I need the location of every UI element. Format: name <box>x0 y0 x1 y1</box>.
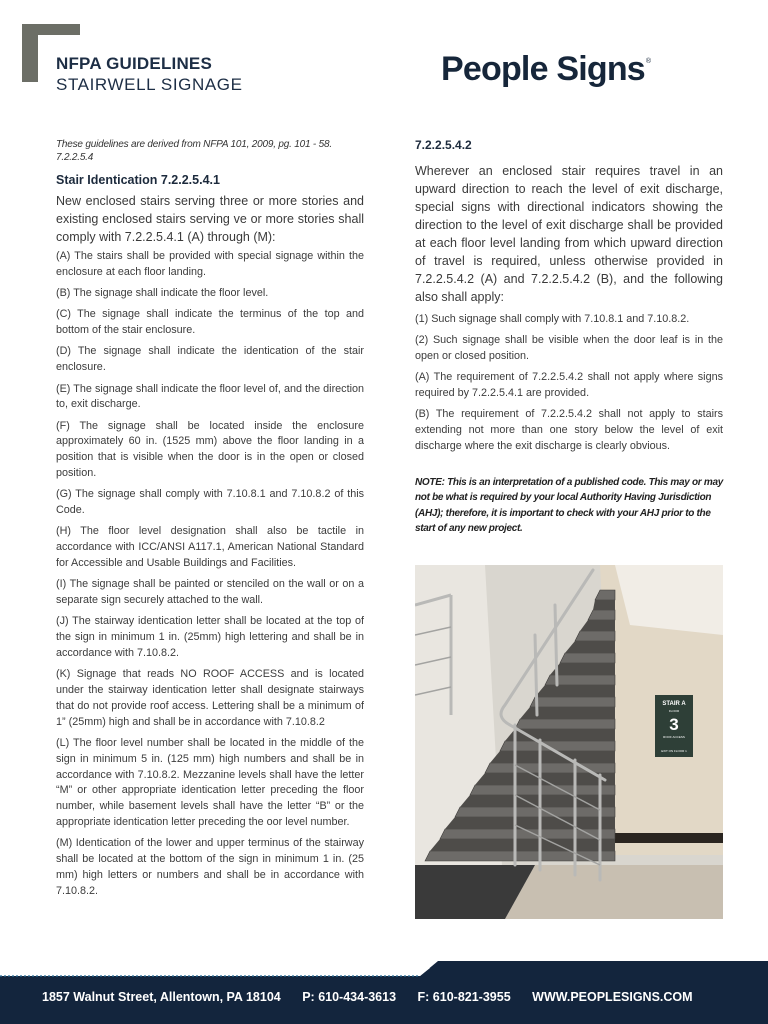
left-column <box>56 138 364 905</box>
section-heading-stair-identification: Stair Identication 7.2.2.5.4.1 <box>56 173 220 187</box>
footer-contact <box>42 990 693 1004</box>
section-intro: New enclosed stairs serving three or more stories and existing enclosed stairs serving ve or more stories shall comply with 7.2.2.5.4.1 (A) through (M): <box>56 194 364 244</box>
footer-fax: F: 610-821-3955 <box>417 990 511 1004</box>
requirement-h: (H) The floor level designation shall also be tactile in accordance with ICC/ANSI A117.1, American National Standard for Accessible and Usable Buildings and Facilities. <box>56 525 364 570</box>
requirement-f: (F) The signage shall be located inside the enclosure approximately 60 in. (1525 mm) above the floor landing in a position that is visible when the door is in the open or closed position. <box>56 419 364 480</box>
requirement-l: (L) The floor level number shall be located in the middle of the sign in minimum 5 in. (125 mm) high numbers and shall be in accordance with 7.10.8.2. Mezzanine levels shall have the letter “M” or other appropriate identication letter preceding the floor number, while basement levels shall have the letter “B” or the appropriate identication letter preceding the oor level number. <box>56 737 364 828</box>
stairwell-photo <box>415 565 723 919</box>
requirement-b: (B) The signage shall indicate the floor level. <box>56 287 269 300</box>
requirement-e: (E) The signage shall indicate the floor level of, and the direction to, exit discharge. <box>56 382 364 411</box>
source-note: These guidelines are derived from NFPA 101, 2009, pg. 101 - 58. 7.2.2.5.4 <box>56 139 332 163</box>
brand-logo <box>441 50 649 89</box>
requirement-k: (K) Signage that reads NO ROOF ACCESS and is located under the stairway identication letter shall designate stairways that do not provide roof access. Lettering shall be a minimum of 1” (25mm) high and shall be in accordance with 7.10.8.2 <box>56 668 364 728</box>
requirement-d: (D) The signage shall indicate the identication of the stair enclosure. <box>56 345 364 374</box>
footer-website-link[interactable]: WWW.PEOPLESIGNS.COM <box>532 990 693 1004</box>
brand-name: People Signs <box>441 50 645 88</box>
requirement-j: (J) The stairway identication letter shall be located at the top of the sign in minimum 1 in. (25mm) high lettering and shall be in accordance with 7.10.8.2. <box>56 615 364 660</box>
requirement-a: (A) The stairs shall be provided with special signage within the enclosure at each floor landing. <box>56 250 364 278</box>
sign-roof-text: ROOF ACCESS <box>663 735 685 739</box>
requirement-g: (G) The signage shall comply with 7.10.8.1 and 7.10.8.2 of this Code. <box>56 488 364 517</box>
registered-mark: ® <box>645 58 651 65</box>
requirement-i: (I) The signage shall be painted or stenciled on the wall or on a separate sign securely attached to the wall. <box>56 578 364 607</box>
directional-item-b: (B) The requirement of 7.2.2.5.4.2 shall not apply to stairs extending not more than one story below the level of exit discharge where the exit discharge is clearly obvious. <box>415 408 723 453</box>
right-column <box>415 138 723 537</box>
footer-phone: P: 610-434-3613 <box>302 990 397 1004</box>
requirement-m: (M) Identication of the lower and upper terminus of the stairway shall be located at the bottom of the sign in minimum 1 in. (25 mm) high letters or numbers and shall be in accordance with 7.10.8.2. <box>56 837 364 897</box>
stair-a-sign <box>655 695 693 757</box>
directional-item-1: (1) Such signage shall comply with 7.10.8.1 and 7.10.8.2. <box>415 313 690 325</box>
sign-floor-label: FLOOR <box>668 709 680 713</box>
document-title: NFPA GUIDELINES <box>56 54 213 73</box>
sign-exit-text: EXIT ON FLOOR 1 <box>661 749 687 753</box>
footer-address: 1857 Walnut Street, Allentown, PA 18104 <box>42 990 281 1004</box>
sign-floor-number: 3 <box>669 715 679 734</box>
section-heading-directional: 7.2.2.5.4.2 <box>415 138 472 152</box>
directional-item-2: (2) Such signage shall be visible when the door leaf is in the open or closed position. <box>415 334 723 363</box>
directional-item-a: (A) The requirement of 7.2.2.5.4.2 shall not apply where signs required by 7.2.2.5.4.1 are provided. <box>415 371 723 400</box>
disclaimer-note: NOTE: This is an interpretation of a published code. This may or may not be what is required by your local Authority Having Jurisdiction (AHJ); therefore, it is important to check with your AHJ prior to the start of any new project. <box>415 476 723 535</box>
document-subtitle: STAIRWELL SIGNAGE <box>56 75 243 94</box>
directional-intro: Wherever an enclosed stair requires travel in an upward direction to reach the level of exit discharge, special signs with directional indicators showing the direction to the level of exit discharge shall be provided at each floor level landing from which upward direction of travel is required, unless otherwise provided in 7.2.2.5.4.2 (A) and 7.2.2.5.4.2 (B), and the following also shall apply: <box>415 164 723 304</box>
sign-stair-text: STAIR A <box>662 701 686 707</box>
requirement-c: (C) The signage shall indicate the terminus of the top and bottom of the stair enclosure. <box>56 308 364 337</box>
